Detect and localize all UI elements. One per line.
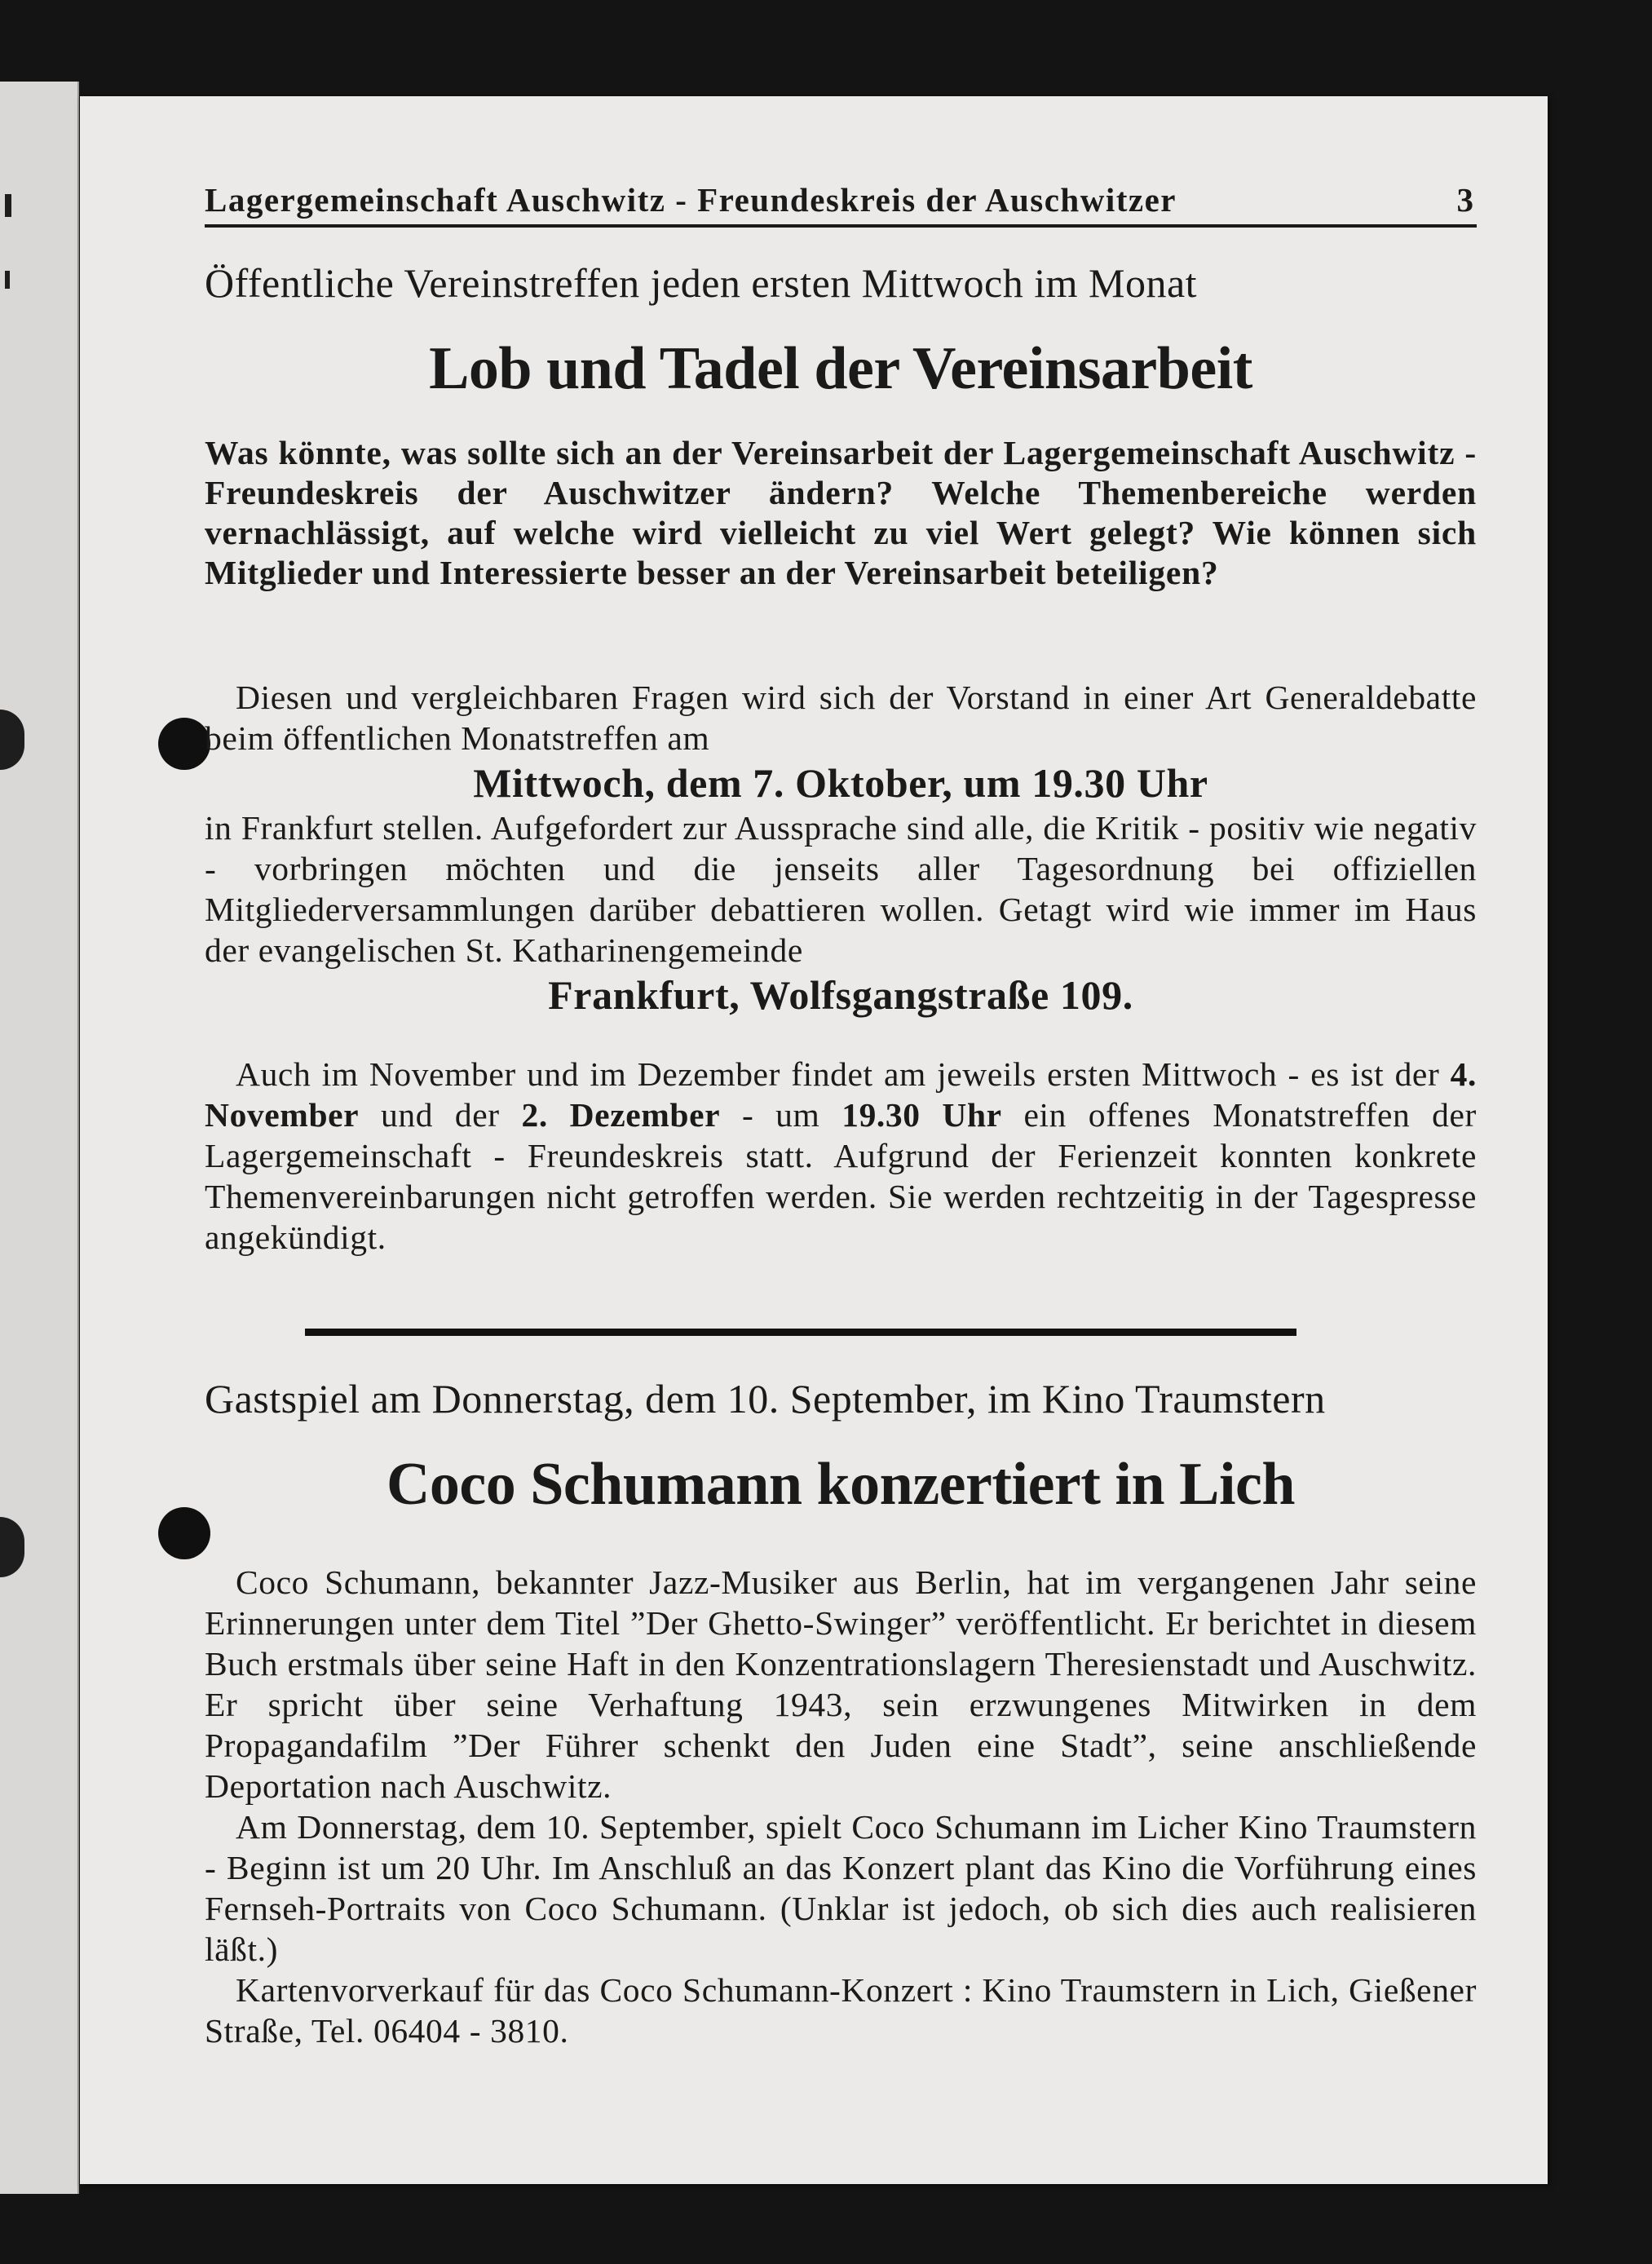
- article1-paragraph: Diesen und vergleichbaren Fragen wird sich der Vorstand in einer Art Generaldebatte beim öffentlichen Monatstreffen am: [205, 679, 1477, 757]
- left-page-hole: [0, 1517, 24, 1577]
- article1-kicker: Öffentliche Vereinstreffen jeden ersten Mittwoch im Monat: [205, 260, 1198, 306]
- article2-paragraph: Kartenvorverkauf für das Coco Schumann-Konzert : Kino Traumstern in Lich, Gießener Straße, Tel. 06404 - 3810.: [205, 1971, 1477, 2050]
- date-december: 2. Dezember: [521, 1096, 721, 1134]
- left-page-mark: [5, 194, 11, 217]
- section-divider: [305, 1329, 1296, 1336]
- punch-hole: [158, 1507, 210, 1559]
- left-page-hole: [0, 710, 24, 770]
- article2-paragraph: Coco Schumann, bekannter Jazz-Musiker aus Berlin, hat im vergangenen Jahr seine Erinnerungen unter dem Titel ”Der Ghetto-Swinger” veröffentlicht. Er berichtet in diesem Buch erstmals über seine Haft in den Konzentrationslagern Theresienstadt und Auschwitz. Er spricht über seine Verhaftung 1943, sein erzwungenes Mitwirken in dem Propagandafilm ”Der Führer schenkt den Juden eine Stadt”, seine anschließende Deportation nach Auschwitz.: [205, 1563, 1477, 1805]
- newsletter-page: [80, 96, 1548, 2184]
- event-address-line: Frankfurt, Wolfsgangstraße 109.: [548, 972, 1133, 1018]
- header-title: Lagergemeinschaft Auschwitz - Freundeskreis der Auschwitzer: [205, 181, 1177, 219]
- article1-paragraph: in Frankfurt stellen. Aufgefordert zur Aussprache sind alle, die Kritik - positiv wie negativ - vorbringen möchten und die jenseits aller Tagesordnung bei offiziellen Mitgliederversammlungen darüber debattieren wollen. Getagt wird wie immer im Haus der evangelischen St. Katharinengemeinde: [205, 809, 1477, 969]
- article1-body: [205, 677, 1477, 1258]
- article2-paragraph: Am Donnerstag, dem 10. September, spielt Coco Schumann im Licher Kino Traumstern - Beginn ist um 20 Uhr. Im Anschluß an das Konzert plant das Kino die Vorführung eines Fernseh-Portraits von Coco Schumann. (Unklar ist jedoch, ob sich dies auch realisieren läßt.): [205, 1808, 1477, 1968]
- left-page-edge: [0, 82, 79, 2194]
- time-value: 19.30 Uhr: [841, 1096, 1002, 1134]
- left-page-mark: [5, 271, 10, 289]
- page-number: 3: [1456, 181, 1473, 219]
- text-run: Auch im November und im Dezember findet am jeweils ersten Mittwoch - es ist der: [236, 1055, 1440, 1093]
- text-run: ein offenes Monatstreffen der Lagergemeinschaft - Freundeskreis statt. Aufgrund der Ferienzeit konnten konkrete Themenvereinbarungen nicht getroffen werden. Sie werden rechtzeitig in der Tagespresse angekündigt.: [205, 1096, 1477, 1256]
- article1-headline: Lob und Tadel der Vereinsarbeit: [429, 335, 1252, 402]
- article2-body: [205, 1562, 1477, 2051]
- article2-kicker: Gastspiel am Donnerstag, dem 10. September, im Kino Traumstern: [205, 1376, 1326, 1422]
- date-november: 4. November: [205, 1055, 1477, 1134]
- text-run: und der: [381, 1096, 500, 1134]
- article1-lead: Was könnte, was sollte sich an der Vereinsarbeit der Lagergemeinschaft Auschwitz - Freundeskreis der Auschwitzer ändern? Welche Themenbereiche werden vernachlässigt, auf welche wird vielleicht zu viel Wert gelegt? Wie können sich Mitglieder und Interessierte besser an der Vereinsarbeit beteiligen?: [205, 434, 1477, 591]
- text-run: - um: [741, 1096, 820, 1134]
- article1-paragraph-2: [205, 1054, 1477, 1258]
- event-date-line: Mittwoch, dem 7. Oktober, um 19.30 Uhr: [473, 760, 1208, 806]
- punch-hole: [158, 718, 210, 770]
- article2-headline: Coco Schumann konzertiert in Lich: [386, 1451, 1296, 1518]
- running-header: [205, 177, 1477, 228]
